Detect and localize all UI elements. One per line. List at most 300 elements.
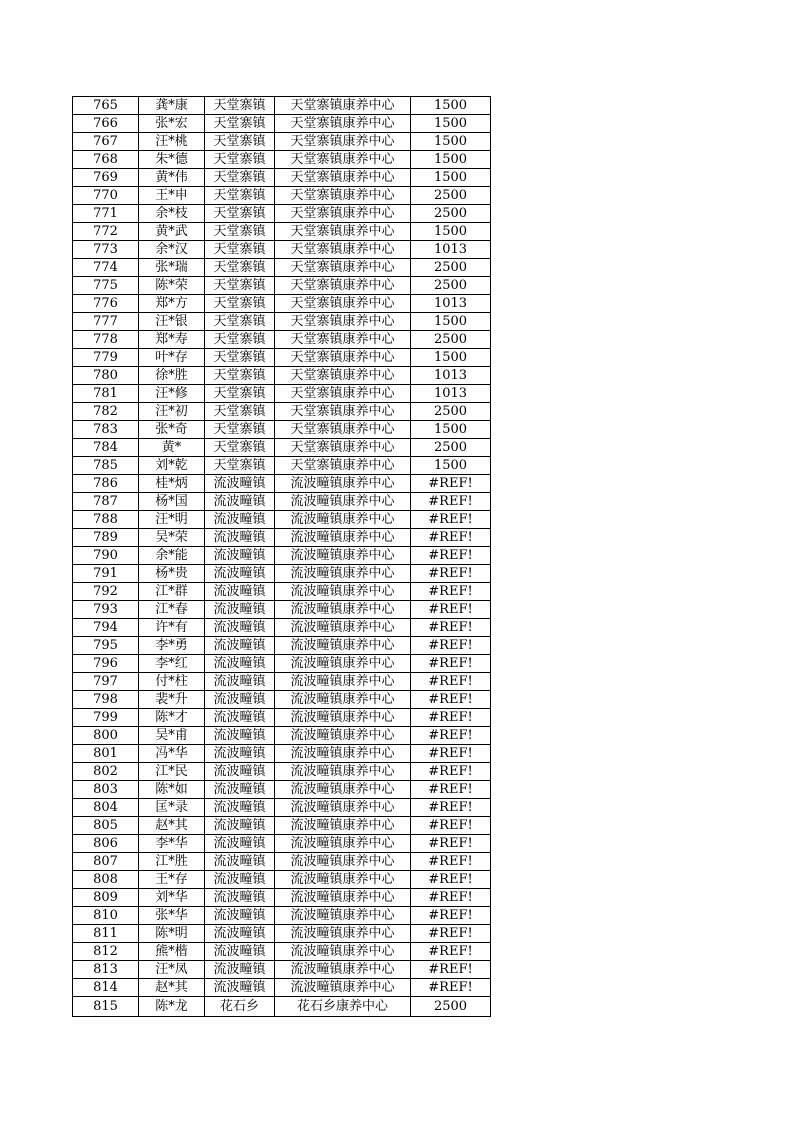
row-number-cell: 768 [73, 151, 139, 169]
amount-cell: #REF! [411, 925, 491, 943]
town-cell: 天堂寨镇 [205, 241, 275, 259]
table-row [73, 385, 491, 403]
table-row [73, 367, 491, 385]
row-number-cell: 785 [73, 457, 139, 475]
center-cell: 天堂寨镇康养中心 [275, 385, 411, 403]
amount-cell: #REF! [411, 889, 491, 907]
town-cell: 天堂寨镇 [205, 295, 275, 313]
name-cell: 刘*乾 [139, 457, 205, 475]
town-cell: 流波疃镇 [205, 853, 275, 871]
amount-cell: 1013 [411, 295, 491, 313]
amount-cell: #REF! [411, 835, 491, 853]
table-row [73, 475, 491, 493]
row-number-cell: 783 [73, 421, 139, 439]
name-cell: 汪*银 [139, 313, 205, 331]
row-number-cell: 772 [73, 223, 139, 241]
amount-cell: #REF! [411, 907, 491, 925]
name-cell: 黄*武 [139, 223, 205, 241]
table-row [73, 331, 491, 349]
amount-cell: #REF! [411, 781, 491, 799]
table-row [73, 241, 491, 259]
row-number-cell: 769 [73, 169, 139, 187]
center-cell: 天堂寨镇康养中心 [275, 223, 411, 241]
table-row [73, 727, 491, 745]
center-cell: 天堂寨镇康养中心 [275, 421, 411, 439]
name-cell: 陈*如 [139, 781, 205, 799]
center-cell: 天堂寨镇康养中心 [275, 277, 411, 295]
table-row [73, 259, 491, 277]
table-row [73, 529, 491, 547]
row-number-cell: 790 [73, 547, 139, 565]
amount-cell: #REF! [411, 655, 491, 673]
name-cell: 王*申 [139, 187, 205, 205]
town-cell: 流波疃镇 [205, 889, 275, 907]
table-row [73, 601, 491, 619]
name-cell: 刘*华 [139, 889, 205, 907]
name-cell: 龚*康 [139, 97, 205, 115]
row-number-cell: 778 [73, 331, 139, 349]
name-cell: 汪*初 [139, 403, 205, 421]
name-cell: 李*勇 [139, 637, 205, 655]
table-row [73, 745, 491, 763]
amount-cell: #REF! [411, 943, 491, 961]
row-number-cell: 796 [73, 655, 139, 673]
row-number-cell: 782 [73, 403, 139, 421]
row-number-cell: 804 [73, 799, 139, 817]
row-number-cell: 773 [73, 241, 139, 259]
town-cell: 流波疃镇 [205, 475, 275, 493]
town-cell: 流波疃镇 [205, 511, 275, 529]
town-cell: 天堂寨镇 [205, 151, 275, 169]
row-number-cell: 812 [73, 943, 139, 961]
town-cell: 天堂寨镇 [205, 133, 275, 151]
table-row [73, 637, 491, 655]
center-cell: 花石乡康养中心 [275, 997, 411, 1017]
table-row [73, 763, 491, 781]
row-number-cell: 799 [73, 709, 139, 727]
amount-cell: 1500 [411, 349, 491, 367]
town-cell: 流波疃镇 [205, 601, 275, 619]
town-cell: 流波疃镇 [205, 943, 275, 961]
row-number-cell: 814 [73, 979, 139, 997]
row-number-cell: 811 [73, 925, 139, 943]
center-cell: 流波疃镇康养中心 [275, 799, 411, 817]
row-number-cell: 766 [73, 115, 139, 133]
row-number-cell: 786 [73, 475, 139, 493]
table-row [73, 115, 491, 133]
town-cell: 天堂寨镇 [205, 115, 275, 133]
table-row [73, 583, 491, 601]
table-row [73, 997, 491, 1017]
table-row [73, 619, 491, 637]
name-cell: 陈*才 [139, 709, 205, 727]
name-cell: 朱*德 [139, 151, 205, 169]
table-row [73, 925, 491, 943]
row-number-cell: 775 [73, 277, 139, 295]
amount-cell: #REF! [411, 871, 491, 889]
name-cell: 江*春 [139, 601, 205, 619]
center-cell: 天堂寨镇康养中心 [275, 133, 411, 151]
name-cell: 许*有 [139, 619, 205, 637]
center-cell: 流波疃镇康养中心 [275, 493, 411, 511]
center-cell: 天堂寨镇康养中心 [275, 313, 411, 331]
town-cell: 流波疃镇 [205, 691, 275, 709]
amount-cell: #REF! [411, 799, 491, 817]
table-row [73, 97, 491, 115]
table-row [73, 313, 491, 331]
center-cell: 流波疃镇康养中心 [275, 529, 411, 547]
center-cell: 流波疃镇康养中心 [275, 655, 411, 673]
amount-cell: 2500 [411, 997, 491, 1017]
row-number-cell: 780 [73, 367, 139, 385]
table-row [73, 835, 491, 853]
table-row [73, 403, 491, 421]
town-cell: 流波疃镇 [205, 907, 275, 925]
row-number-cell: 794 [73, 619, 139, 637]
data-table [72, 96, 491, 1017]
town-cell: 流波疃镇 [205, 529, 275, 547]
amount-cell: #REF! [411, 493, 491, 511]
table-row [73, 457, 491, 475]
amount-cell: #REF! [411, 475, 491, 493]
table-row [73, 907, 491, 925]
table-row [73, 655, 491, 673]
row-number-cell: 793 [73, 601, 139, 619]
table-row [73, 151, 491, 169]
row-number-cell: 771 [73, 205, 139, 223]
center-cell: 流波疃镇康养中心 [275, 853, 411, 871]
table-row [73, 511, 491, 529]
amount-cell: #REF! [411, 763, 491, 781]
name-cell: 张*宏 [139, 115, 205, 133]
name-cell: 余*枝 [139, 205, 205, 223]
amount-cell: #REF! [411, 547, 491, 565]
town-cell: 天堂寨镇 [205, 205, 275, 223]
amount-cell: #REF! [411, 529, 491, 547]
center-cell: 天堂寨镇康养中心 [275, 349, 411, 367]
table-row [73, 817, 491, 835]
amount-cell: 1013 [411, 385, 491, 403]
name-cell: 裴*升 [139, 691, 205, 709]
row-number-cell: 795 [73, 637, 139, 655]
row-number-cell: 791 [73, 565, 139, 583]
amount-cell: 2500 [411, 277, 491, 295]
amount-cell: #REF! [411, 637, 491, 655]
amount-cell: #REF! [411, 745, 491, 763]
center-cell: 流波疃镇康养中心 [275, 889, 411, 907]
row-number-cell: 792 [73, 583, 139, 601]
table-row [73, 223, 491, 241]
row-number-cell: 797 [73, 673, 139, 691]
table-row [73, 979, 491, 997]
name-cell: 陈*荣 [139, 277, 205, 295]
town-cell: 天堂寨镇 [205, 439, 275, 457]
center-cell: 天堂寨镇康养中心 [275, 367, 411, 385]
amount-cell: #REF! [411, 601, 491, 619]
row-number-cell: 813 [73, 961, 139, 979]
amount-cell: #REF! [411, 511, 491, 529]
town-cell: 流波疃镇 [205, 745, 275, 763]
amount-cell: 1500 [411, 169, 491, 187]
amount-cell: 1500 [411, 97, 491, 115]
row-number-cell: 815 [73, 997, 139, 1017]
name-cell: 叶*存 [139, 349, 205, 367]
amount-cell: 1500 [411, 133, 491, 151]
amount-cell: #REF! [411, 853, 491, 871]
center-cell: 流波疃镇康养中心 [275, 745, 411, 763]
table-row [73, 349, 491, 367]
town-cell: 流波疃镇 [205, 673, 275, 691]
town-cell: 流波疃镇 [205, 835, 275, 853]
amount-cell: #REF! [411, 709, 491, 727]
center-cell: 天堂寨镇康养中心 [275, 187, 411, 205]
table-row [73, 187, 491, 205]
amount-cell: 1500 [411, 115, 491, 133]
town-cell: 流波疃镇 [205, 619, 275, 637]
center-cell: 流波疃镇康养中心 [275, 979, 411, 997]
row-number-cell: 779 [73, 349, 139, 367]
town-cell: 流波疃镇 [205, 961, 275, 979]
row-number-cell: 765 [73, 97, 139, 115]
amount-cell: 1500 [411, 457, 491, 475]
amount-cell: #REF! [411, 961, 491, 979]
town-cell: 天堂寨镇 [205, 403, 275, 421]
town-cell: 天堂寨镇 [205, 385, 275, 403]
town-cell: 流波疃镇 [205, 871, 275, 889]
town-cell: 流波疃镇 [205, 727, 275, 745]
amount-cell: #REF! [411, 817, 491, 835]
row-number-cell: 770 [73, 187, 139, 205]
town-cell: 天堂寨镇 [205, 277, 275, 295]
name-cell: 陈*明 [139, 925, 205, 943]
name-cell: 郑*方 [139, 295, 205, 313]
table-row [73, 547, 491, 565]
center-cell: 流波疃镇康养中心 [275, 601, 411, 619]
row-number-cell: 800 [73, 727, 139, 745]
center-cell: 流波疃镇康养中心 [275, 907, 411, 925]
name-cell: 汪*桃 [139, 133, 205, 151]
name-cell: 王*存 [139, 871, 205, 889]
row-number-cell: 777 [73, 313, 139, 331]
center-cell: 天堂寨镇康养中心 [275, 403, 411, 421]
table-row [73, 871, 491, 889]
center-cell: 天堂寨镇康养中心 [275, 457, 411, 475]
town-cell: 天堂寨镇 [205, 331, 275, 349]
row-number-cell: 808 [73, 871, 139, 889]
center-cell: 流波疃镇康养中心 [275, 817, 411, 835]
table-row [73, 943, 491, 961]
town-cell: 流波疃镇 [205, 709, 275, 727]
name-cell: 李*华 [139, 835, 205, 853]
center-cell: 天堂寨镇康养中心 [275, 241, 411, 259]
name-cell: 赵*其 [139, 979, 205, 997]
row-number-cell: 788 [73, 511, 139, 529]
name-cell: 余*能 [139, 547, 205, 565]
row-number-cell: 789 [73, 529, 139, 547]
table-row [73, 961, 491, 979]
amount-cell: 2500 [411, 403, 491, 421]
amount-cell: 1500 [411, 313, 491, 331]
name-cell: 熊*楷 [139, 943, 205, 961]
name-cell: 张*华 [139, 907, 205, 925]
town-cell: 天堂寨镇 [205, 169, 275, 187]
center-cell: 流波疃镇康养中心 [275, 583, 411, 601]
town-cell: 天堂寨镇 [205, 223, 275, 241]
table-row [73, 709, 491, 727]
town-cell: 天堂寨镇 [205, 367, 275, 385]
table-row [73, 277, 491, 295]
town-cell: 流波疃镇 [205, 781, 275, 799]
name-cell: 黄* [139, 439, 205, 457]
table-row [73, 889, 491, 907]
name-cell: 桂*炳 [139, 475, 205, 493]
row-number-cell: 803 [73, 781, 139, 799]
name-cell: 江*民 [139, 763, 205, 781]
row-number-cell: 805 [73, 817, 139, 835]
center-cell: 流波疃镇康养中心 [275, 709, 411, 727]
center-cell: 天堂寨镇康养中心 [275, 97, 411, 115]
town-cell: 流波疃镇 [205, 637, 275, 655]
town-cell: 天堂寨镇 [205, 97, 275, 115]
row-number-cell: 807 [73, 853, 139, 871]
row-number-cell: 801 [73, 745, 139, 763]
amount-cell: 1500 [411, 151, 491, 169]
row-number-cell: 784 [73, 439, 139, 457]
name-cell: 张*瑞 [139, 259, 205, 277]
center-cell: 天堂寨镇康养中心 [275, 169, 411, 187]
table-body [73, 97, 491, 1017]
table-row [73, 799, 491, 817]
town-cell: 天堂寨镇 [205, 313, 275, 331]
amount-cell: #REF! [411, 565, 491, 583]
center-cell: 流波疃镇康养中心 [275, 781, 411, 799]
table-row [73, 565, 491, 583]
town-cell: 流波疃镇 [205, 817, 275, 835]
amount-cell: 1500 [411, 223, 491, 241]
town-cell: 流波疃镇 [205, 565, 275, 583]
name-cell: 张*奇 [139, 421, 205, 439]
table-row [73, 673, 491, 691]
center-cell: 天堂寨镇康养中心 [275, 115, 411, 133]
town-cell: 流波疃镇 [205, 655, 275, 673]
name-cell: 赵*其 [139, 817, 205, 835]
town-cell: 流波疃镇 [205, 493, 275, 511]
table-row [73, 169, 491, 187]
row-number-cell: 809 [73, 889, 139, 907]
name-cell: 汪*明 [139, 511, 205, 529]
row-number-cell: 806 [73, 835, 139, 853]
table-row [73, 853, 491, 871]
center-cell: 流波疃镇康养中心 [275, 763, 411, 781]
center-cell: 天堂寨镇康养中心 [275, 295, 411, 313]
town-cell: 天堂寨镇 [205, 187, 275, 205]
center-cell: 天堂寨镇康养中心 [275, 331, 411, 349]
table-row [73, 295, 491, 313]
row-number-cell: 787 [73, 493, 139, 511]
row-number-cell: 774 [73, 259, 139, 277]
town-cell: 流波疃镇 [205, 925, 275, 943]
town-cell: 流波疃镇 [205, 583, 275, 601]
amount-cell: 2500 [411, 331, 491, 349]
name-cell: 江*胜 [139, 853, 205, 871]
town-cell: 天堂寨镇 [205, 259, 275, 277]
amount-cell: #REF! [411, 583, 491, 601]
name-cell: 郑*寿 [139, 331, 205, 349]
name-cell: 冯*华 [139, 745, 205, 763]
amount-cell: #REF! [411, 619, 491, 637]
name-cell: 汪*修 [139, 385, 205, 403]
town-cell: 流波疃镇 [205, 979, 275, 997]
row-number-cell: 802 [73, 763, 139, 781]
table-row [73, 691, 491, 709]
name-cell: 吴*荣 [139, 529, 205, 547]
name-cell: 杨*贵 [139, 565, 205, 583]
table-row [73, 133, 491, 151]
center-cell: 流波疃镇康养中心 [275, 619, 411, 637]
table-row [73, 781, 491, 799]
name-cell: 付*柱 [139, 673, 205, 691]
center-cell: 流波疃镇康养中心 [275, 871, 411, 889]
center-cell: 流波疃镇康养中心 [275, 961, 411, 979]
center-cell: 天堂寨镇康养中心 [275, 205, 411, 223]
row-number-cell: 781 [73, 385, 139, 403]
name-cell: 杨*国 [139, 493, 205, 511]
center-cell: 流波疃镇康养中心 [275, 835, 411, 853]
row-number-cell: 798 [73, 691, 139, 709]
amount-cell: 1500 [411, 421, 491, 439]
center-cell: 天堂寨镇康养中心 [275, 151, 411, 169]
town-cell: 流波疃镇 [205, 547, 275, 565]
amount-cell: #REF! [411, 979, 491, 997]
name-cell: 余*汉 [139, 241, 205, 259]
table-row [73, 205, 491, 223]
table-row [73, 439, 491, 457]
amount-cell: #REF! [411, 727, 491, 745]
center-cell: 流波疃镇康养中心 [275, 565, 411, 583]
center-cell: 天堂寨镇康养中心 [275, 259, 411, 277]
center-cell: 流波疃镇康养中心 [275, 727, 411, 745]
amount-cell: 2500 [411, 187, 491, 205]
center-cell: 流波疃镇康养中心 [275, 511, 411, 529]
amount-cell: 1013 [411, 241, 491, 259]
amount-cell: #REF! [411, 673, 491, 691]
center-cell: 流波疃镇康养中心 [275, 475, 411, 493]
town-cell: 流波疃镇 [205, 799, 275, 817]
amount-cell: 2500 [411, 439, 491, 457]
row-number-cell: 776 [73, 295, 139, 313]
amount-cell: 1013 [411, 367, 491, 385]
town-cell: 流波疃镇 [205, 763, 275, 781]
center-cell: 流波疃镇康养中心 [275, 943, 411, 961]
amount-cell: 2500 [411, 205, 491, 223]
center-cell: 流波疃镇康养中心 [275, 691, 411, 709]
name-cell: 匡*录 [139, 799, 205, 817]
name-cell: 李*红 [139, 655, 205, 673]
name-cell: 徐*胜 [139, 367, 205, 385]
center-cell: 流波疃镇康养中心 [275, 637, 411, 655]
name-cell: 江*群 [139, 583, 205, 601]
town-cell: 花石乡 [205, 997, 275, 1017]
table-row [73, 421, 491, 439]
town-cell: 天堂寨镇 [205, 421, 275, 439]
name-cell: 陈*龙 [139, 997, 205, 1017]
name-cell: 黄*伟 [139, 169, 205, 187]
name-cell: 汪*凤 [139, 961, 205, 979]
center-cell: 流波疃镇康养中心 [275, 673, 411, 691]
name-cell: 吴*甫 [139, 727, 205, 745]
amount-cell: #REF! [411, 691, 491, 709]
row-number-cell: 767 [73, 133, 139, 151]
